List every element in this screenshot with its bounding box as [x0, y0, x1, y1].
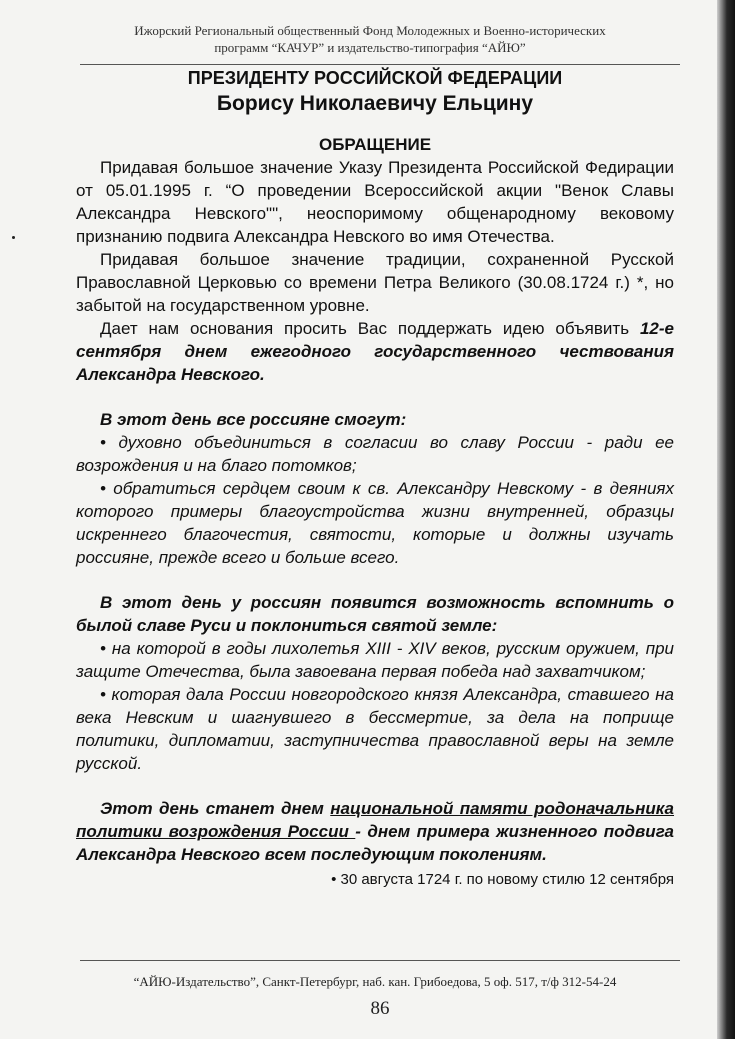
page-number: 86	[370, 998, 390, 1019]
conclusion	[76, 797, 674, 866]
section-1-bullet-2: • обратиться сердцем своим к св. Александру Невскому - в деяниях которого примеры благоустройства жизни внутренней, образцы искреннего благочестия, святости, которые и должны изучать россияне, прежде всего и больше всего.	[76, 479, 674, 567]
section-1-heading: В этот день все россияне смогут:	[100, 410, 407, 429]
addressee-name: Борису Николаевичу Ельцину	[216, 92, 534, 115]
scan-speck	[12, 236, 15, 239]
addressee-title: ПРЕЗИДЕНТУ РОССИЙСКОЙ ФЕДЕРАЦИИ	[187, 68, 563, 88]
section-1-bullet-1: • духовно объединиться в согласии во славу России - ради ее возрождения и на благо потомков;	[76, 433, 674, 475]
paragraph-1: Придавая большое значение Указу Президента Российской Федирации от 05.01.1995 г. “О проведении Всероссийской акции "Венок Славы Александра Невского"", неоспоримому общенародному вековому признанию подвига Александра Невского во имя Отечества.	[76, 158, 674, 246]
section-2-heading: В этот день у россиян появится возможность вспомнить о былой славе Руси и поклониться святой земле:	[76, 593, 674, 635]
section-2-bullet-2: • которая дала России новгородского князя Александра, ставшего на века Невским и шагнувшего в бессмертие, за дела на поприще политики, дипломатии, заступничества православной веры на земле русской.	[76, 685, 674, 773]
letter-body	[76, 66, 674, 890]
section-2-bullet-1: • на которой в годы лихолетья XIII - XIV веков, русским оружием, при защите Отечества, была завоевана первая победа над захватчиком;	[76, 639, 674, 681]
header-line-1: Ижорский Региональный общественный Фонд Молодежных и Военно-исторических	[134, 23, 606, 38]
footnote: • 30 августа 1724 г. по новому стилю 12 сентября	[331, 871, 674, 888]
conclusion-part-1: Этот день станет днем	[100, 799, 331, 818]
paragraph-3-lead: Дает нам основания просить Вас поддержать идею объявить	[100, 319, 640, 338]
paragraph-3	[76, 317, 674, 386]
document-title: ОБРАЩЕНИЕ	[318, 135, 432, 154]
paragraph-3-emphasis: 12-е сентября днем ежегодного государственного чествования Александра Невского.	[76, 319, 674, 384]
paragraph-2: Придавая большое значение традиции, сохраненной Русской Православной Церковью со времени Петра Великого (30.08.1724 г.) *, но забытой на государственном уровне.	[76, 250, 674, 315]
header-divider	[80, 64, 680, 65]
scan-page-edge	[717, 0, 735, 1039]
header-line-2: программ “КАЧУР” и издательство-типография “АЙЮ”	[214, 40, 526, 55]
footer-divider	[80, 960, 680, 961]
page-header	[60, 22, 680, 56]
conclusion-part-2: - днем примера жизненного подвига Александра Невского всем последующим поколениям.	[76, 822, 674, 864]
page-footer: “АЙЮ-Издательство”, Санкт-Петербург, наб. кан. Грибоедова, 5 оф. 517, т/ф 312-54-24	[133, 974, 617, 989]
conclusion-underlined: национальной памяти родоначальника политики возрождения России	[76, 799, 675, 841]
